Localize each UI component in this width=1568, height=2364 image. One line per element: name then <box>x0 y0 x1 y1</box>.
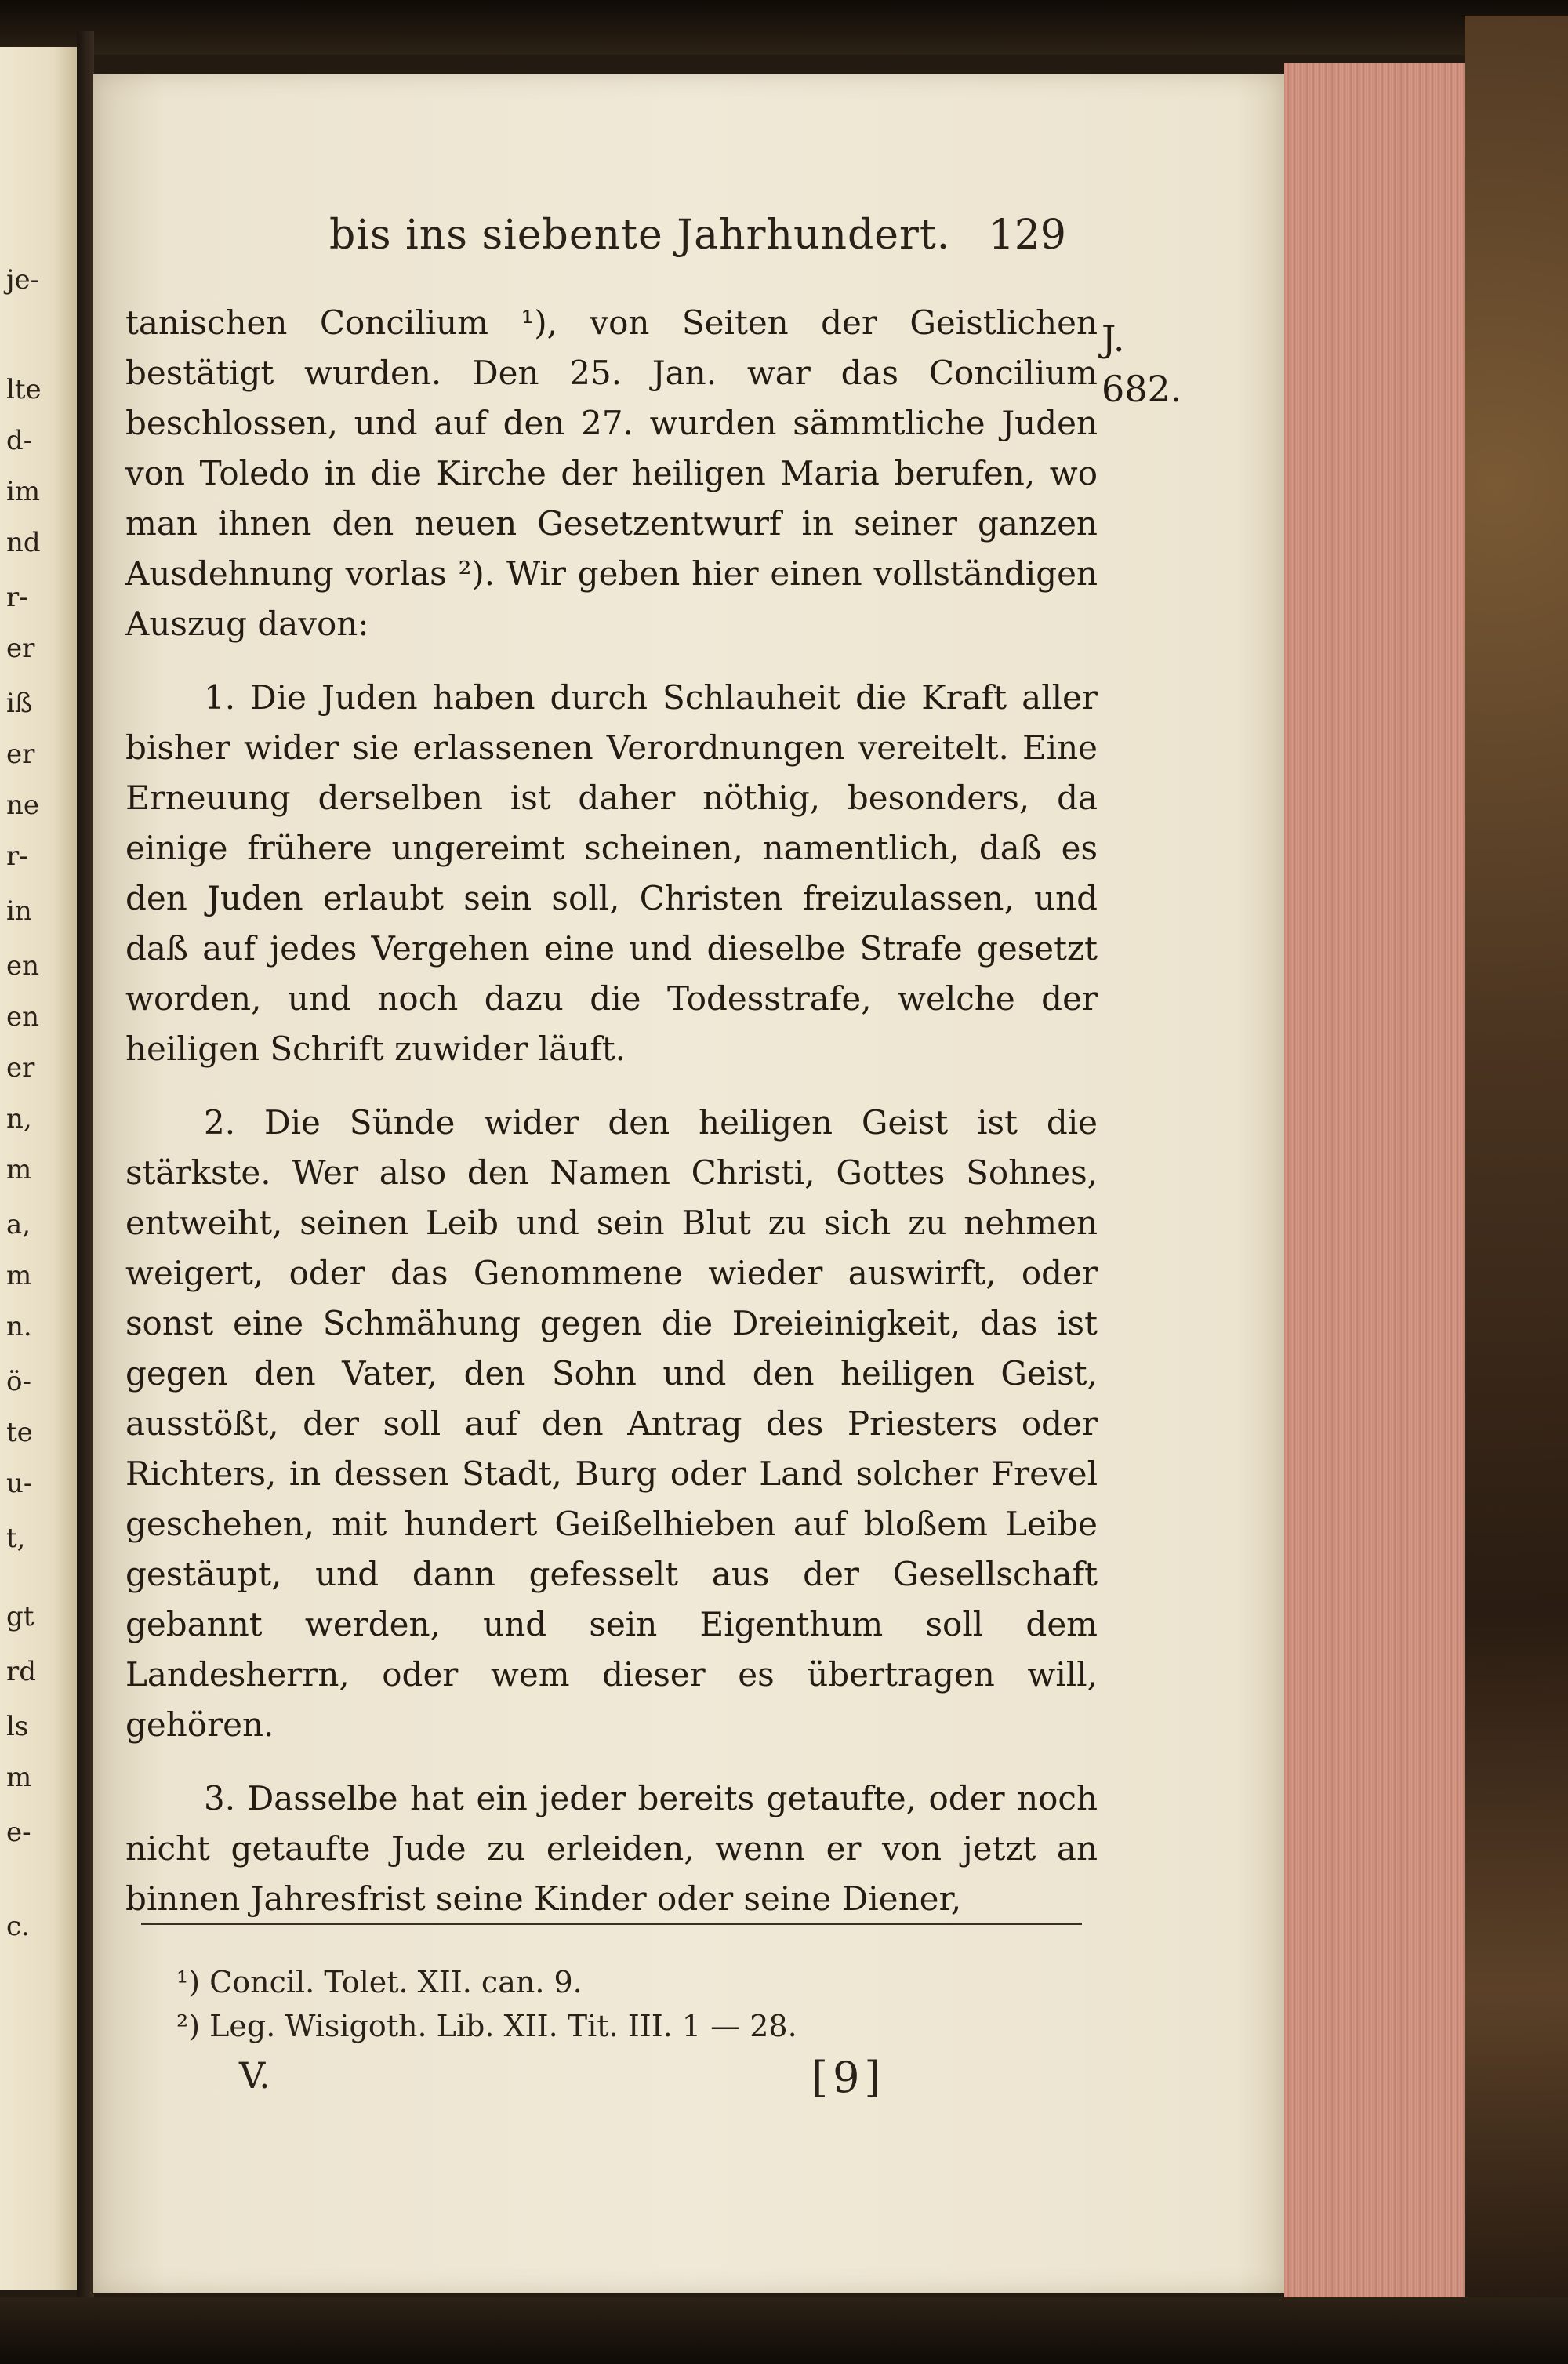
footnote-text: Leg. Wisigoth. Lib. XII. Tit. III. 1 — 28. <box>209 2009 797 2043</box>
facing-page-fragment: lte <box>6 374 42 405</box>
running-head: bis ins siebente Jahrhundert. <box>329 212 951 259</box>
book-cover-right <box>1465 16 1568 2364</box>
facing-page-fragment: d- <box>6 425 33 456</box>
footnote <box>176 2004 1039 2048</box>
facing-page-fragment: e- <box>6 1817 31 1848</box>
facing-page-fragment: gt <box>6 1601 34 1632</box>
margin-year-note <box>1102 314 1188 414</box>
facing-page-fragment: er <box>6 1052 35 1084</box>
footnotes <box>176 1960 1039 2048</box>
signature-mark: V. <box>239 2054 270 2097</box>
facing-page-fragment: a, <box>6 1209 31 1240</box>
facing-page-fragment: n. <box>6 1311 32 1342</box>
footnote-mark: ²) <box>176 2009 201 2043</box>
facing-page-fragment: er <box>6 633 35 664</box>
sheet-mark: [9] <box>811 2053 886 2102</box>
facing-page-fragment: m <box>6 1154 32 1186</box>
facing-page-fragment: rd <box>6 1656 37 1687</box>
book-gutter <box>77 31 94 2305</box>
facing-page-fragment: c. <box>6 1911 30 1942</box>
body-text <box>125 298 1098 1948</box>
footnote-rule <box>141 1923 1082 1925</box>
facing-page-fragment: nd <box>6 527 41 558</box>
facing-page-fragment: iß <box>6 688 33 719</box>
footnote-mark: ¹) <box>176 1965 201 1999</box>
facing-page-fragment: en <box>6 950 40 982</box>
facing-page-fragment: in <box>6 895 32 927</box>
margin-note-line: 682. <box>1102 368 1182 410</box>
facing-page-fragment: r- <box>6 582 28 613</box>
footnote <box>176 1960 1039 2004</box>
facing-page-fragment: er <box>6 739 35 770</box>
page-number: 129 <box>988 212 1066 259</box>
facing-page-fragment: en <box>6 1001 40 1033</box>
facing-page-fragment: m <box>6 1762 32 1793</box>
paragraph: tanischen Concilium ¹), von Seiten der Geistlichen bestätigt wurden. Den 25. Jan. war das Concilium beschlossen, und auf den 27. wurden sämmtliche Juden von Toledo in die Kirche der heiligen Maria berufen, wo man ihnen den neuen Gesetzentwurf in seiner ganzen Ausdehnung vorlas ²). Wir geben hier einen vollständigen Auszug davon: <box>125 303 1098 643</box>
facing-page-fragment: n, <box>6 1103 32 1135</box>
book-cover-bottom <box>0 2297 1568 2364</box>
paragraph: 1. Die Juden haben durch Schlauheit die Kraft aller bisher wider sie erlassenen Verordnungen vereitelt. Eine Erneuung derselben ist daher nöthig, besonders, da einige frühere ungereimt scheinen, namentlich, daß es den Juden erlaubt sein soll, Christen freizulassen, und daß auf jedes Vergehen eine und dieselbe Strafe gesetzt worden, und noch dazu die Todesstrafe, welche der heiligen Schrift zuwider läuft. <box>125 678 1098 1068</box>
footnote-text: Concil. Tolet. XII. can. 9. <box>209 1965 583 1999</box>
facing-page-fragment: t, <box>6 1523 26 1554</box>
facing-page-fragment: ö- <box>6 1366 31 1397</box>
facing-page-fragment: m <box>6 1260 32 1291</box>
facing-page-fragment: ne <box>6 790 40 821</box>
facing-page-fragment: u- <box>6 1468 33 1499</box>
book-cover-top <box>0 0 1568 55</box>
facing-page-fragment: ls <box>6 1711 29 1742</box>
left-page-edge <box>0 47 77 2290</box>
paragraph: 2. Die Sünde wider den heiligen Geist ist die stärkste. Wer also den Namen Christi, Gottes Sohnes, entweiht, seinen Leib und sein Blut zu sich zu nehmen weigert, oder das Genommene wieder auswirft, oder sonst eine Schmähung gegen die Dreieinigkeit, das ist gegen den Vater, den Sohn und den heiligen Geist, ausstößt, der soll auf den Antrag des Priesters oder Richters, in dessen Stadt, Burg oder Land solcher Frevel geschehen, mit hundert Geißelhieben auf bloßem Leibe gestäupt, und dann gefesselt aus der Gesellschaft gebannt werden, und sein Eigenthum soll dem Landesherrn, oder wem dieser es übertragen will, gehören. <box>125 1103 1098 1744</box>
page-fore-edge <box>1284 63 1465 2297</box>
facing-page-fragment: te <box>6 1417 33 1448</box>
facing-page-fragment: je- <box>6 264 40 296</box>
paragraph: 3. Dasselbe hat ein jeder bereits getaufte, oder noch nicht getaufte Jude zu erleiden, wenn er von jetzt an binnen Jahresfrist seine Kinder oder seine Diener, <box>125 1779 1098 1918</box>
facing-page-fragment: r- <box>6 841 28 872</box>
facing-page-fragment: im <box>6 476 41 507</box>
margin-note-line: J. <box>1102 318 1125 360</box>
page-header <box>329 212 1113 274</box>
